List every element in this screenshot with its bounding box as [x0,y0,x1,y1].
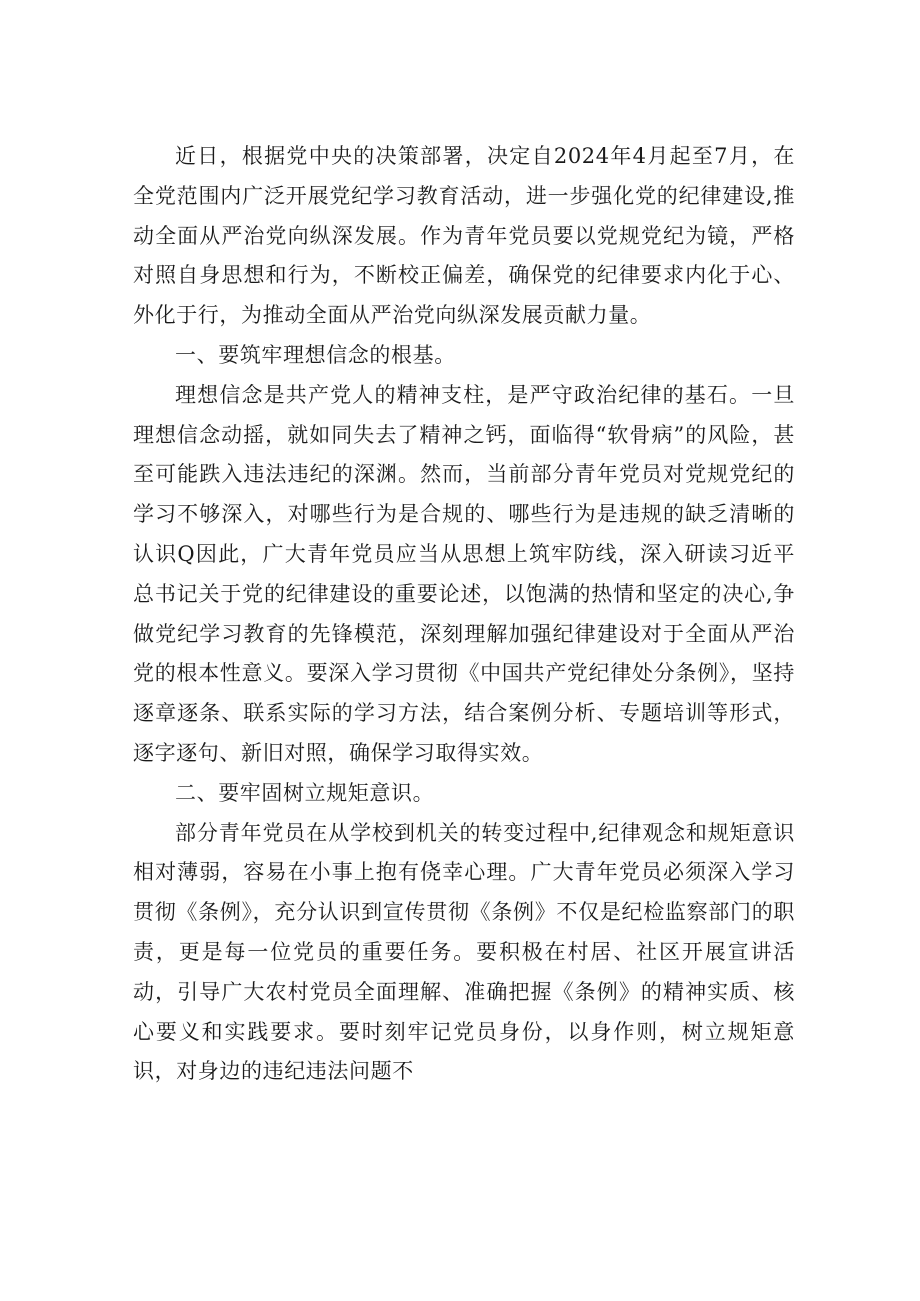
section-heading-2: 二、要牢固树立规矩意识。 [175,780,435,805]
intro-paragraph: 近日，根据党中央的决策部署，决定自2024年4月起至7月，在全党范围内广泛开展党纪学习教育活动，进一步强化党的纪律建设,推动全面从严治党向纵深发展。作为青年党员要以党规党纪为镜，严格对照自身思想和行为，不断校正偏差，确保党的纪律要求内化于心、外化于行，为推动全面从严治党向纵深发展贡献力量。 [133,144,795,328]
document-body [133,137,795,1092]
section-1-paragraph: 理想信念是共产党人的精神支柱，是严守政治纪律的基石。一旦理想信念动摇，就如同失去了精神之钙，面临得“软骨病”的风险，甚至可能跌入违法违纪的深渊。然而，当前部分青年党员对党规党纪的学习不够深入，对哪些行为是合规的、哪些行为是违规的缺乏清晰的认识Q因此，广大青年党员应当从思想上筑牢防线，深入研读习近平总书记关于党的纪律建设的重要论述，以饱满的热情和坚定的决心,争做党纪学习教育的先锋模范，深刻理解加强纪律建设对于全面从严治党的根本性意义。要深入学习贯彻《中国共产党纪律处分条例》，坚持逐章逐条、联系实际的学习方法，结合案例分析、专题培训等形式，逐字逐句、新旧对照，确保学习取得实效。 [133,382,795,765]
section-2-paragraph: 部分青年党员在从学校到机关的转变过程中,纪律观念和规矩意识相对薄弱，容易在小事上抱有侥幸心理。广大青年党员必须深入学习贯彻《条例》，充分认识到宣传贯彻《条例》不仅是纪检监察部门的职责，更是每一位党员的重要任务。要积极在村居、社区开展宣讲活动，引导广大农村党员全面理解、准确把握《条例》的精神实质、核心要义和实践要求。要时刻牢记党员身份，以身作则，树立规矩意识，对身边的违纪违法问题不 [133,820,795,1084]
section-heading-1: 一、要筑牢理想信念的根基。 [175,342,456,367]
